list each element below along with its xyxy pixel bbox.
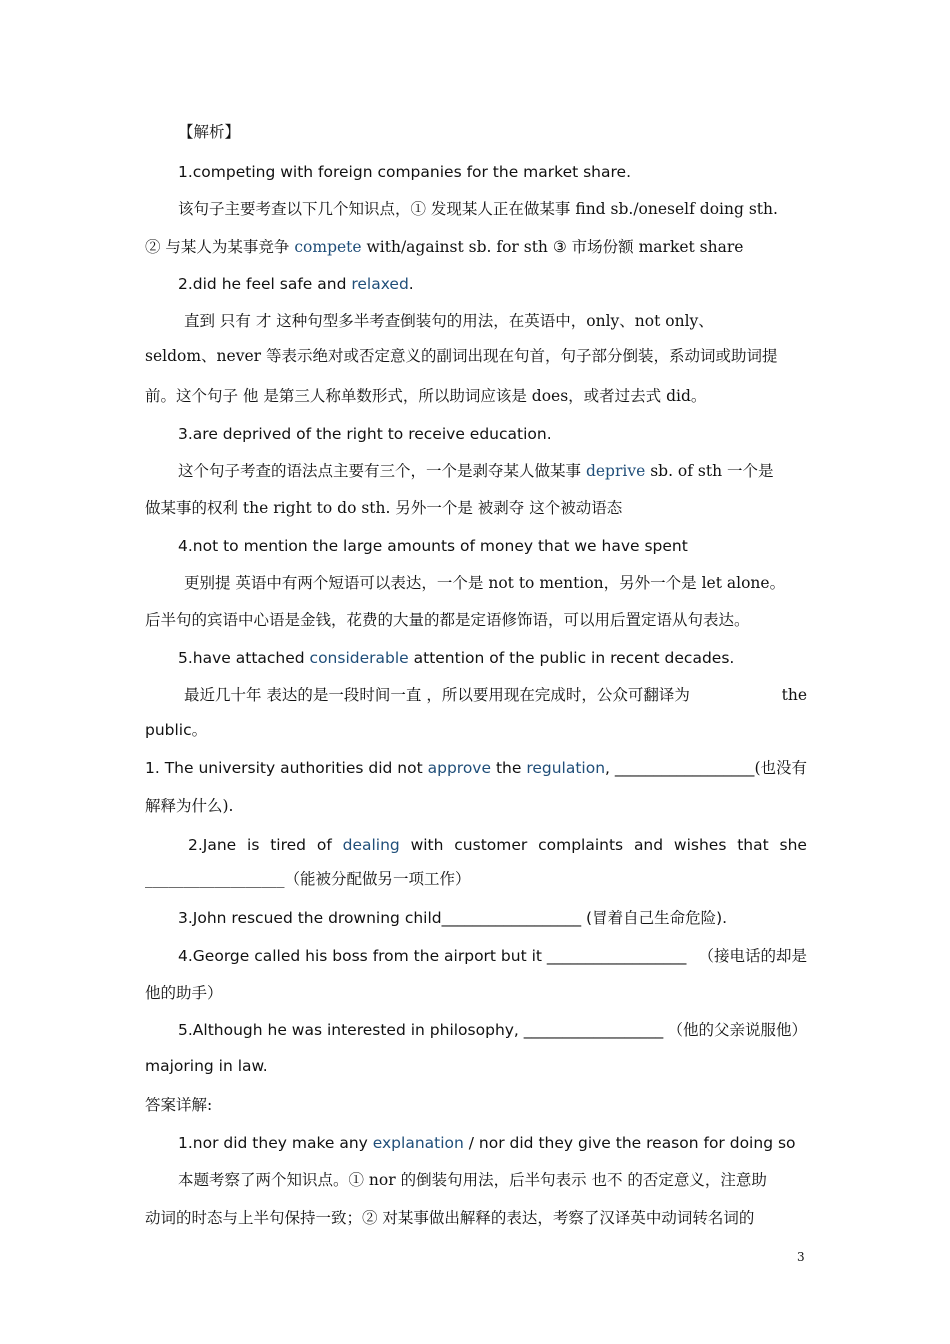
word: with: [410, 836, 444, 854]
word: tired: [270, 836, 307, 854]
answer-4-explanation-line-2: 后半句的宾语中心语是金钱，花费的大量的都是定语修饰语，可以用后置定语从句表达。: [145, 611, 750, 629]
question-2-line-2: __________________（能被分配做另一项工作）: [145, 870, 471, 888]
word: 2.Jane: [188, 836, 237, 854]
text-segment: 5.have attached: [178, 649, 310, 667]
section-heading: 【解析】: [178, 123, 241, 141]
answer-2-title: [178, 274, 807, 294]
text-segment: 最近几十年 表达的是一段时间一直 ，所以要用现在完成时，公众可翻译为: [184, 686, 690, 704]
text-segment: 2.did he feel safe and: [178, 275, 352, 293]
highlight-term: regulation: [526, 759, 606, 777]
question-5-line-2: majoring in law.: [145, 1057, 268, 1075]
answer-3-explanation-line-2: 做某事的权利 the right to do sth. 另外一个是 被剥夺 这个被动语态: [145, 499, 623, 517]
answer-detail-1-line-2: 动词的时态与上半句保持一致；② 对某事做出解释的表达，考察了汉译英中动词转名词的: [145, 1209, 755, 1227]
word: and: [633, 836, 664, 854]
question-5-text: 5.Although he was interested in philosophy, __________________: [178, 1021, 664, 1039]
highlight-term: explanation: [372, 1134, 464, 1152]
question-2: [188, 835, 807, 855]
word: of: [316, 836, 332, 854]
answers-label: 答案详解:: [145, 1096, 213, 1114]
answer-3-title: 3.are deprived of the right to receive education.: [178, 425, 552, 443]
highlight-term: dealing: [342, 836, 400, 854]
text-segment: 这个句子考查的语法点主要有三个，一个是剥夺某人做某事: [178, 462, 586, 480]
highlight-term: deprive: [585, 462, 646, 480]
text-segment: with/against sb. for sth ③ 市场份额 market share: [361, 238, 744, 256]
answer-4-explanation-line-1: 更别提 英语中有两个短语可以表达，一个是 not to mention，另外一个是 let alone。: [184, 574, 786, 592]
word: complaints: [538, 836, 624, 854]
question-4: [178, 946, 807, 966]
answer-detail-1-title: [178, 1133, 807, 1153]
text-segment: , __________________: [605, 759, 755, 777]
word: she: [779, 836, 807, 854]
highlight-term: considerable: [309, 649, 409, 667]
question-4-line-2: 他的助手）: [145, 984, 223, 1002]
question-4-hint: （接电话的却是: [698, 947, 807, 965]
text-segment: .: [408, 275, 414, 293]
question-4-text: 4.George called his boss from the airport but it __________________: [178, 947, 687, 965]
question-3: 3.John rescued the drowning child__________________ (冒着自己生命危险).: [178, 909, 728, 927]
answer-2-explanation-line-2: seldom、never 等表示绝对或否定意义的副词出现在句首，句子部分倒装，系动词或助词提: [145, 347, 778, 365]
question-5-hint: （他的父亲说服他）: [667, 1021, 807, 1039]
text-segment: attention of the public in recent decades.: [408, 649, 735, 667]
answer-1-explanation-line-2: [145, 237, 807, 257]
text-segment: 1. The university authorities did not: [145, 759, 428, 777]
text-segment: 1.nor did they make any: [178, 1134, 373, 1152]
word: that: [737, 836, 769, 854]
answer-1-explanation-line-1: 该句子主要考查以下几个知识点，① 发现某人正在做某事 find sb./oneself doing sth.: [178, 200, 778, 218]
question-1-text: [145, 758, 754, 778]
question-1: [145, 758, 807, 778]
text-segment: / nor did they give the reason for doing so: [463, 1134, 796, 1152]
answer-2-explanation-line-3: 前。这个句子 他 是第三人称单数形式，所以助词应该是 does，或者过去式 did。: [145, 387, 707, 405]
highlight-term: approve: [427, 759, 492, 777]
answer-4-title: 4.not to mention the large amounts of money that we have spent: [178, 537, 688, 555]
answer-detail-1-line-1: 本题考察了两个知识点。① nor 的倒装句用法，后半句表示 也不 的否定意义，注意助: [178, 1171, 767, 1189]
text-segment: sb. of sth 一个是: [645, 462, 774, 480]
word: is: [247, 836, 260, 854]
answer-5-explanation-line-2: public。: [145, 721, 208, 739]
question-5: [178, 1020, 807, 1040]
answer-5-title: [178, 648, 807, 668]
highlight-term: relaxed: [351, 275, 409, 293]
answer-5-explanation-line-1: [184, 685, 807, 705]
answer-2-explanation-line-1: 直到 只有 才 这种句型多半考查倒装句的用法，在英语中，only、not only、: [184, 312, 714, 330]
answer-3-explanation-line-1: [178, 461, 807, 481]
page-number: 3: [797, 1250, 805, 1264]
text-segment: the: [491, 759, 527, 777]
word: customer: [454, 836, 528, 854]
answer-1-title: 1.competing with foreign companies for the market share.: [178, 163, 631, 181]
text-segment: ② 与某人为某事竞争: [145, 238, 295, 256]
question-1-hint: (也没有: [754, 759, 807, 777]
word: wishes: [673, 836, 727, 854]
text-segment: the: [781, 686, 807, 704]
question-1-line-2: 解释为什么).: [145, 797, 234, 815]
highlight-term: compete: [294, 238, 362, 256]
